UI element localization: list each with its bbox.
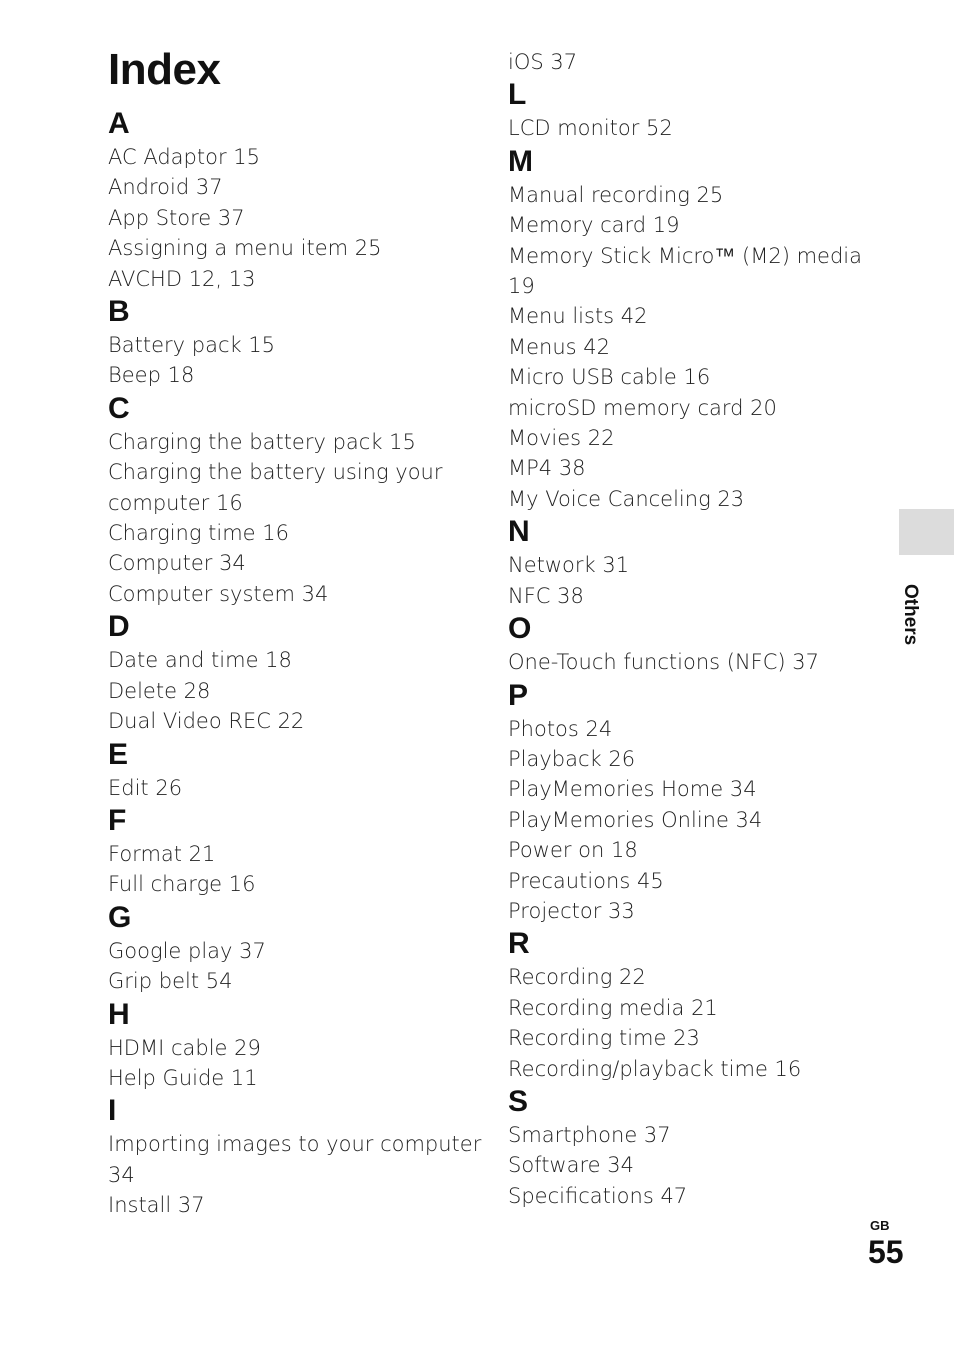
index-entry: Specifications 47 (508, 1183, 688, 1208)
index-entry: Grip belt 54 (108, 969, 233, 994)
index-entry: Computer system 34 (108, 581, 329, 606)
index-entry: One-Touch functions (NFC) 37 (508, 650, 819, 675)
index-entry: Memory Stick Micro™ (M2) media 19 (508, 243, 863, 299)
index-entry: Manual recording 25 (508, 182, 724, 207)
section-tab-marker (899, 509, 954, 555)
index-entry: Playback 26 (508, 746, 636, 771)
index-entry: Menu lists 42 (508, 304, 648, 329)
index-entry: Movies 22 (508, 426, 615, 451)
page-region-code: GB (870, 1218, 890, 1233)
page-number: 55 (868, 1234, 904, 1270)
index-entry: Dual Video REC 22 (108, 709, 305, 734)
index-entry: Smartphone 37 (508, 1122, 671, 1147)
index-section (108, 900, 488, 997)
index-letter-heading: C (108, 391, 130, 425)
index-column-right (508, 47, 868, 1211)
index-letter-heading: N (508, 515, 530, 549)
index-letter-heading: O (508, 612, 532, 646)
index-entry: Menus 42 (508, 334, 610, 359)
index-entry: Photos 24 (508, 716, 613, 741)
index-letter-heading: F (108, 803, 127, 837)
index-entry: Network 31 (508, 553, 630, 578)
index-section (108, 609, 488, 736)
index-section (508, 926, 868, 1084)
index-entry: Recording/playback time 16 (508, 1056, 802, 1081)
index-entry: Importing images to your computer 34 (108, 1132, 482, 1187)
index-entry: Battery pack 15 (108, 333, 276, 358)
index-section (508, 1084, 868, 1211)
index-entry: Micro USB cable 16 (508, 365, 711, 390)
index-section (108, 294, 488, 391)
index-section (108, 803, 488, 900)
index-letter-heading: H (108, 997, 130, 1031)
index-entry: MP4 38 (508, 456, 586, 481)
index-entry: AVCHD 12, 13 (108, 266, 256, 291)
index-section (108, 997, 488, 1094)
index-section (508, 678, 868, 927)
index-entry: Format 21 (108, 841, 216, 866)
index-section (508, 47, 868, 77)
index-entry: Charging the battery using your computer 16 (108, 460, 443, 515)
index-entry: App Store 37 (108, 205, 245, 230)
index-letter-heading: I (108, 1094, 117, 1128)
index-letter-heading: B (108, 295, 130, 329)
index-section (108, 391, 488, 609)
index-entry: Precautions 45 (508, 868, 664, 893)
page-title: Index (108, 45, 221, 94)
index-entry: LCD monitor 52 (508, 116, 673, 141)
index-entry: iOS 37 (508, 50, 578, 74)
index-letter-heading: G (108, 900, 132, 934)
index-letter-heading: L (508, 78, 527, 112)
index-entry: Recording 22 (508, 965, 646, 990)
index-entry: microSD memory card 20 (508, 395, 777, 420)
index-section (508, 144, 868, 514)
index-entry: Charging the battery pack 15 (108, 429, 416, 454)
index-entry: HDMI cable 29 (108, 1035, 261, 1060)
index-entry: PlayMemories Online 34 (508, 807, 763, 832)
index-letter-heading: S (508, 1084, 529, 1118)
index-letter-heading: E (108, 737, 129, 771)
index-entry: Full charge 16 (108, 872, 256, 897)
index-entry: Recording time 23 (508, 1026, 700, 1051)
index-entry: AC Adaptor 15 (108, 145, 260, 169)
index-entry: Charging time 16 (108, 521, 289, 546)
index-entry: Recording media 21 (508, 995, 718, 1020)
index-section (508, 514, 868, 611)
index-entry: Computer 34 (108, 551, 246, 576)
index-entry: Android 37 (108, 175, 223, 200)
index-entry: Install 37 (108, 1193, 205, 1218)
index-entry: Delete 28 (108, 678, 211, 703)
index-entry: Assigning a menu item 25 (108, 236, 382, 261)
index-entry: Date and time 18 (108, 648, 292, 673)
index-letter-heading: A (108, 107, 130, 140)
index-entry: PlayMemories Home 34 (508, 777, 757, 802)
index-section (108, 106, 488, 294)
index-entry: Beep 18 (108, 363, 195, 388)
index-entry: Memory card 19 (508, 213, 680, 238)
index-letter-heading: M (508, 144, 533, 178)
index-entry: Help Guide 11 (108, 1065, 258, 1090)
index-entry: Google play 37 (108, 938, 266, 963)
index-section (508, 611, 868, 677)
index-letter-heading: D (108, 610, 130, 644)
index-column-left (108, 106, 488, 1221)
index-entry: Projector 33 (508, 898, 635, 923)
index-entry: Power on 18 (508, 838, 638, 863)
index-letter-heading: P (508, 678, 529, 712)
index-section (108, 1093, 488, 1220)
section-tab-label: Others (900, 584, 921, 646)
index-entry: NFC 38 (508, 583, 584, 608)
index-section (508, 77, 868, 143)
index-entry: Software 34 (508, 1153, 634, 1178)
index-entry: My Voice Canceling 23 (508, 486, 745, 511)
index-section (108, 737, 488, 803)
index-entry: Edit 26 (108, 775, 183, 800)
index-letter-heading: R (508, 927, 530, 961)
